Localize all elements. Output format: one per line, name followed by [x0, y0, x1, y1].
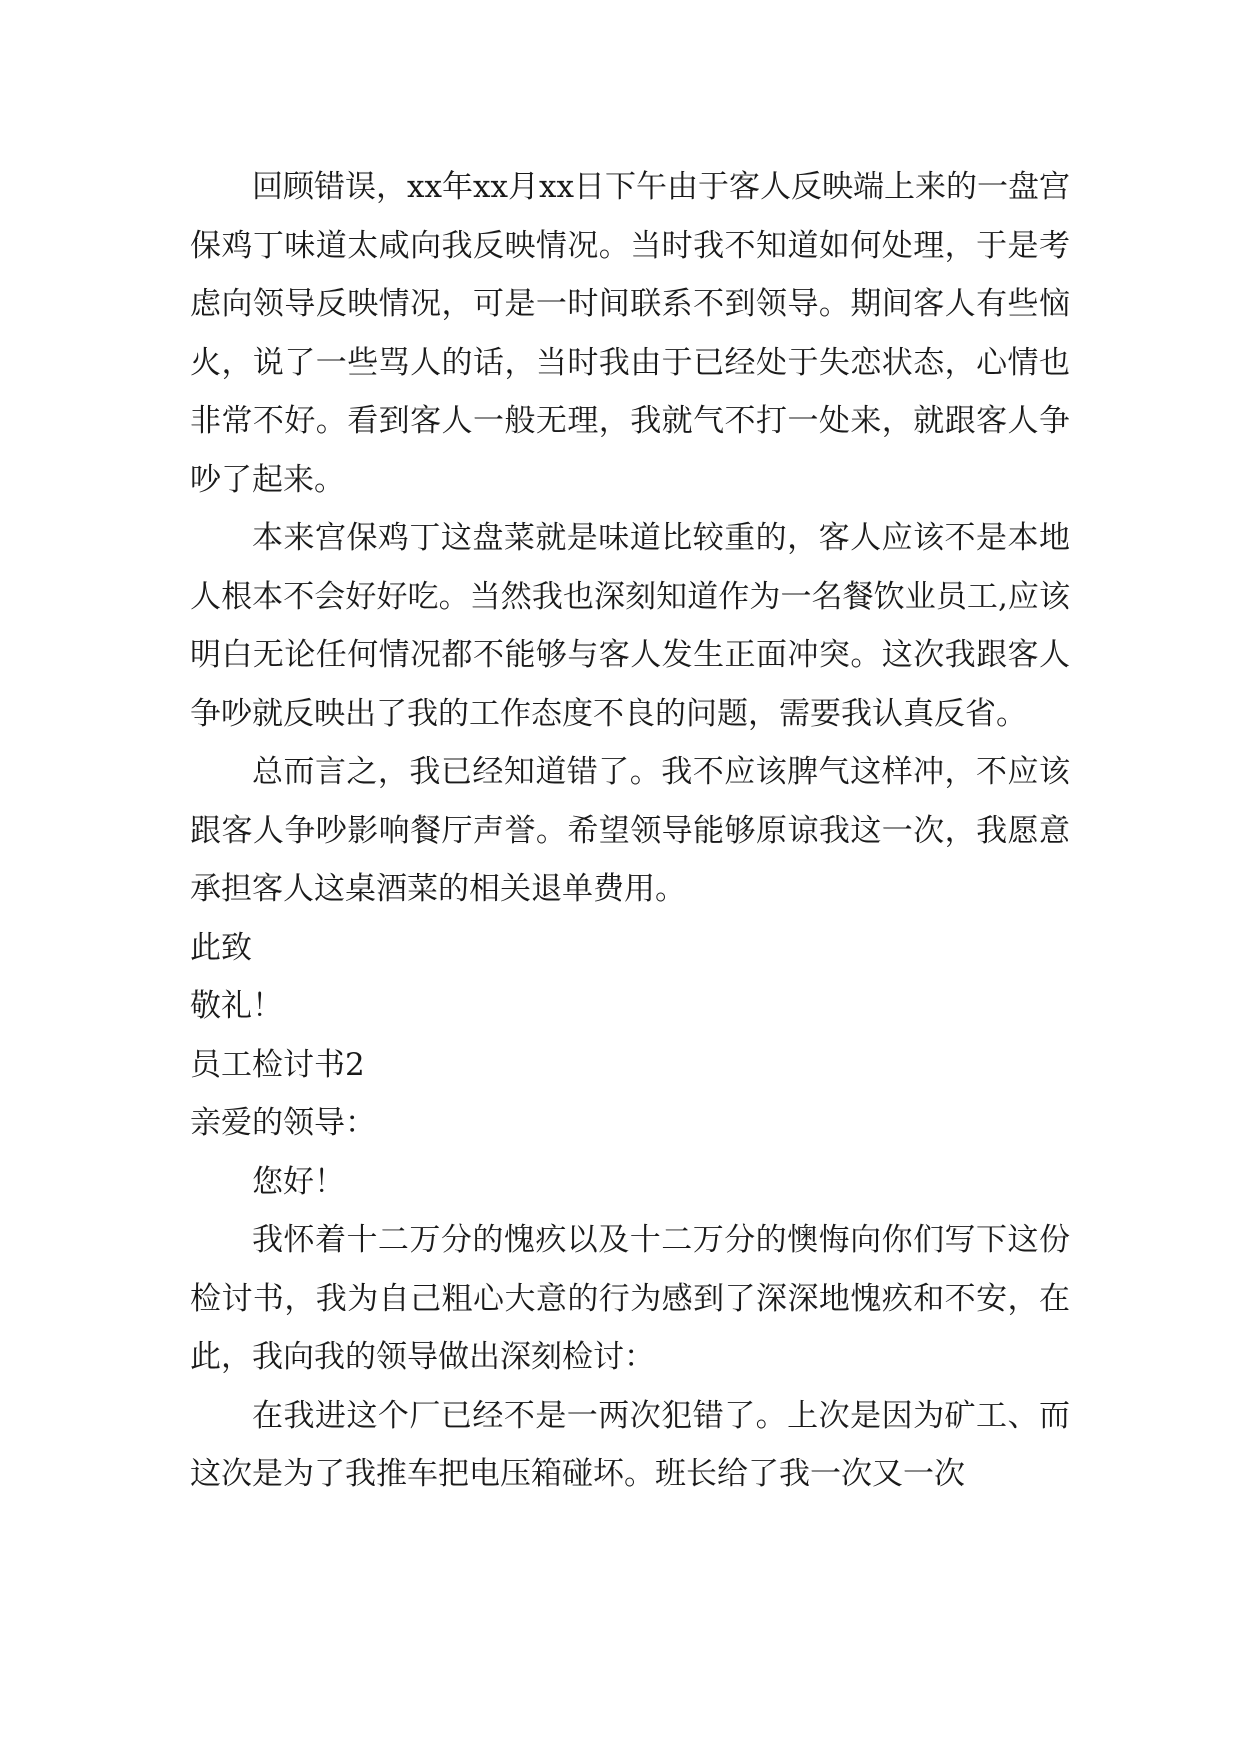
section-title: 员工检讨书2	[190, 1046, 365, 1083]
closing-salutation: 此致	[190, 929, 252, 966]
paragraph-dish-explanation: 本来宫保鸡丁这盘菜就是味道比较重的，客人应该不是本地人根本不会好好吃。当然我也深刻知道作为一名餐饮业员工,应该明白无论任何情况都不能够与客人发生正面冲突。这次我跟客人争吵就反映出了我的工作态度不良的问题，需要我认真反省。	[190, 520, 1070, 732]
paragraph-apology: 我怀着十二万分的愧疚以及十二万分的懊悔向你们写下这份检讨书，我为自己粗心大意的行为感到了深深地愧疚和不安，在此，我向我的领导做出深刻检讨：	[190, 1222, 1070, 1375]
letter-hello: 您好！	[252, 1163, 345, 1200]
paragraph-conclusion: 总而言之，我已经知道错了。我不应该脾气这样冲，不应该跟客人争吵影响餐厅声誉。希望领导能够原谅我这一次，我愿意承担客人这桌酒菜的相关退单费用。	[190, 754, 1070, 907]
closing-respect: 敬礼！	[190, 988, 283, 1024]
document-body	[190, 158, 1070, 1504]
paragraph-incident: 在我进这个厂已经不是一两次犯错了。上次是因为矿工、而这次是为了我推车把电压箱碰坏。班长给了我一次又一次	[190, 1397, 1070, 1492]
paragraph-review-error: 回顾错误，xx年xx月xx日下午由于客人反映端上来的一盘宫保鸡丁味道太咸向我反映情况。当时我不知道如何处理，于是考虑向领导反映情况，可是一时间联系不到领导。期间客人有些恼火，说了一些骂人的话，当时我由于已经处于失恋状态，心情也非常不好。看到客人一般无理，我就气不打一处来，就跟客人争吵了起来。	[190, 169, 1070, 498]
letter-greeting: 亲爱的领导：	[190, 1105, 376, 1141]
